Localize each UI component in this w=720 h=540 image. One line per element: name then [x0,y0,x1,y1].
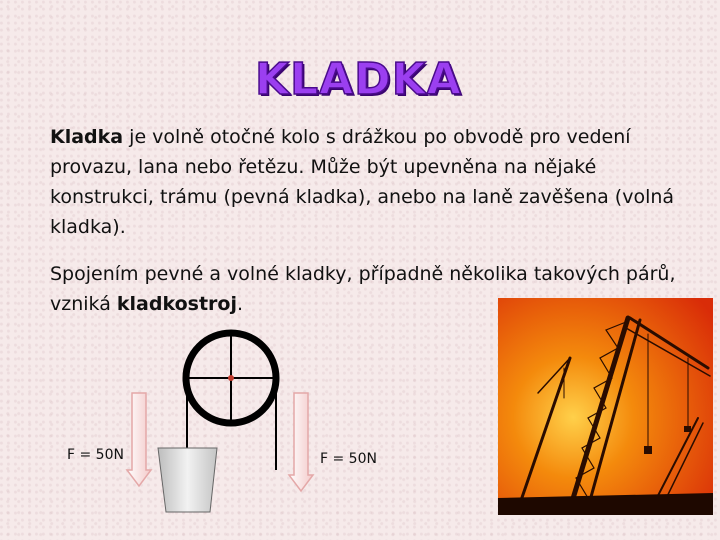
force-label-right: F = 50N [320,451,377,467]
force-arrow-right [289,393,313,491]
weight-bucket [158,448,217,512]
cranes-photo [498,298,713,515]
pulley-axle [228,375,234,381]
term-kladkostroj: kladkostroj [116,293,237,315]
kladkostroj-text-after: . [236,293,244,315]
force-arrow-left [127,393,151,486]
term-kladka: Kladka [50,126,124,148]
kladkostroj-text-before: Spojením pevné a volné kladky, případně několika takových párů, vzniká [50,263,676,315]
definition-text: je volně otočné kolo s drážkou po obvodě pro vedení provazu, lana nebo řetězu. Může být upevněna na nějaké konstrukci, trámu (pevná kladka), anebo na laně zavěšena (volná kladka). [50,126,675,238]
force-label-left: F = 50N [67,447,124,463]
slide-title: KLADKA [255,54,462,105]
